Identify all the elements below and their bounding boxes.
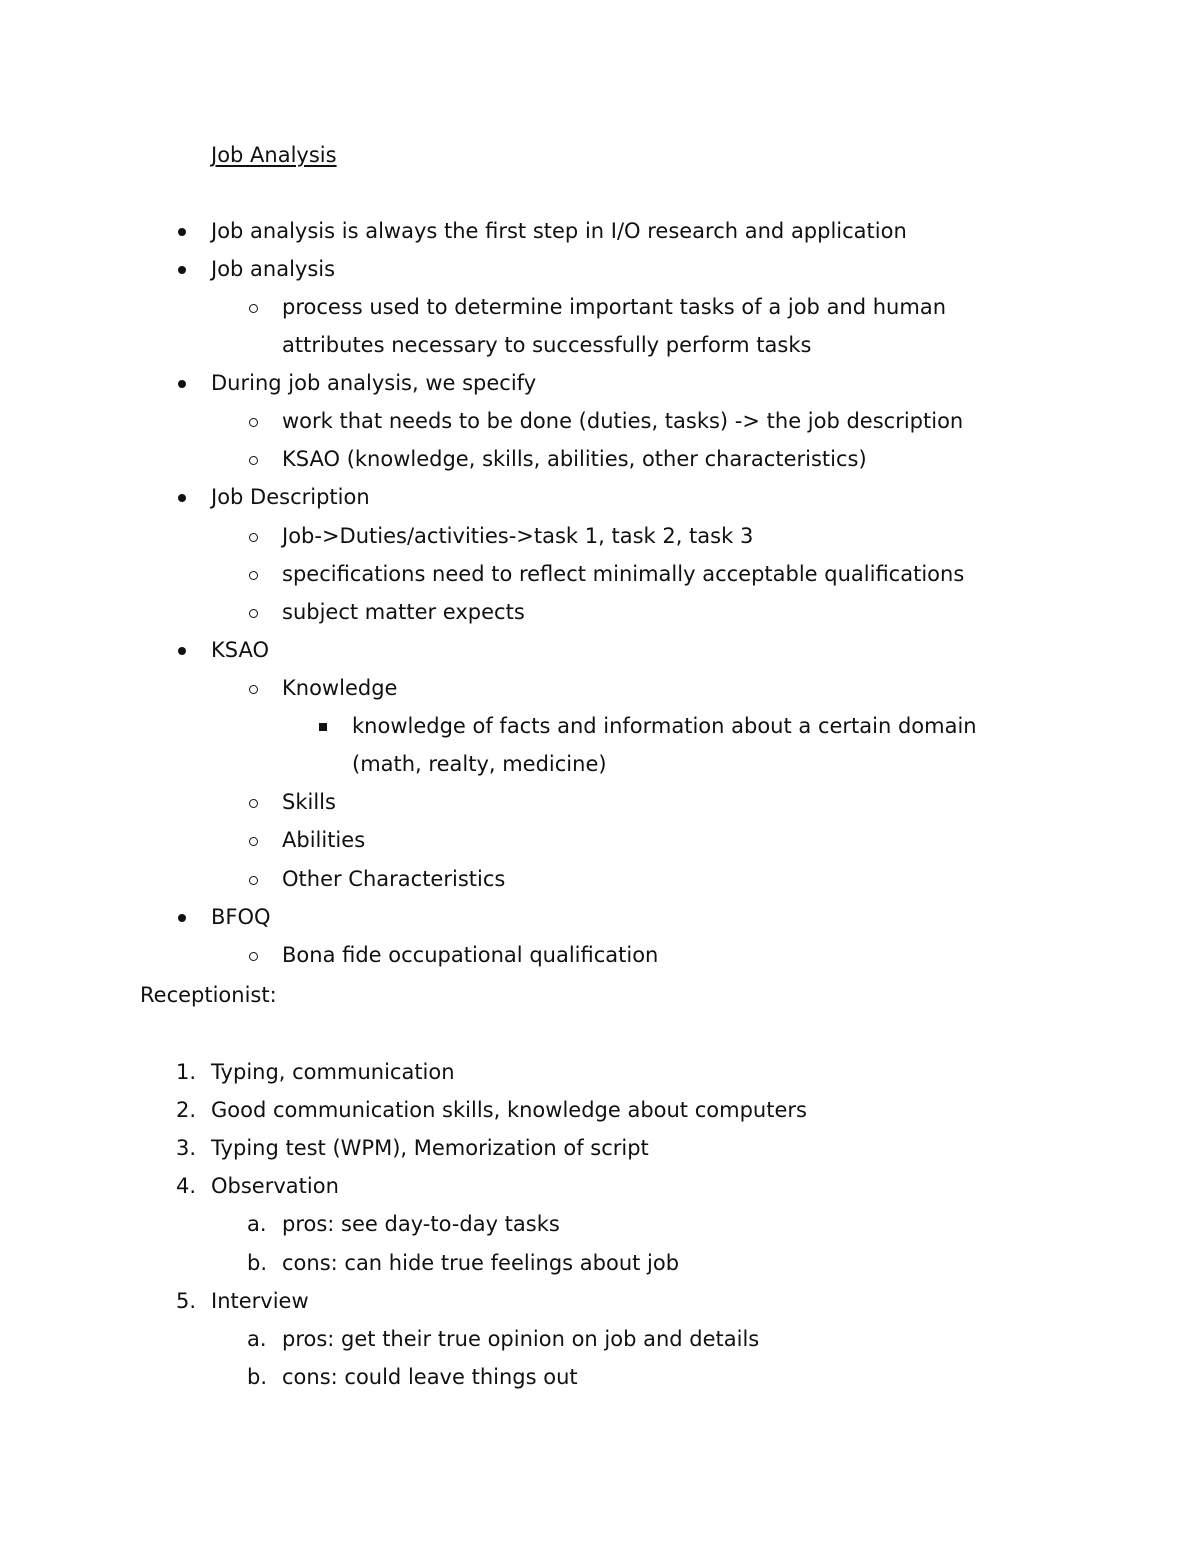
bullet-circle-icon [249, 402, 258, 440]
bullet-square-icon [319, 707, 327, 745]
list-item-text: BFOQ [211, 905, 271, 929]
bullet-circle-icon [249, 936, 258, 974]
list-item-text: KSAO [211, 638, 270, 662]
list-item-text: Job analysis [211, 257, 336, 281]
list-item-text: Job analysis is always the first step in I/O research and application [211, 219, 907, 243]
list-item-text: Good communication skills, knowledge about computers [211, 1098, 807, 1122]
list-item-text: Abilities [282, 828, 366, 852]
bullet-circle-icon [249, 517, 258, 555]
list-item-text: Knowledge [282, 676, 398, 700]
list-item-text: pros: get their true opinion on job and details [282, 1327, 760, 1351]
bullet-circle-icon [249, 593, 258, 631]
bullet-disc-icon [178, 478, 186, 516]
list-item-text: Typing, communication [211, 1060, 455, 1084]
list-item-text: specifications need to reflect minimally acceptable qualifications [282, 562, 965, 586]
bullet-circle-icon [249, 783, 258, 821]
bullet-circle-icon [249, 555, 258, 593]
list-item-text: pros: see day-to-day tasks [282, 1212, 560, 1236]
receptionist-label: Receptionist: [140, 983, 277, 1007]
list-item-text: subject matter expects [282, 600, 525, 624]
page-title: Job Analysis [211, 143, 337, 167]
list-number: 3. [176, 1136, 197, 1160]
bullet-disc-icon [178, 250, 186, 288]
list-item-text: cons: can hide true feelings about job [282, 1251, 680, 1275]
list-item-text: Job->Duties/activities->task 1, task 2, task 3 [282, 524, 754, 548]
bullet-disc-icon [178, 364, 186, 402]
list-item-text: Bona fide occupational qualification [282, 943, 659, 967]
list-item-text: cons: could leave things out [282, 1365, 578, 1389]
list-item-text: work that needs to be done (duties, tasks) -> the job description [282, 409, 964, 433]
list-number: 5. [176, 1289, 197, 1313]
list-item-text: Observation [211, 1174, 339, 1198]
list-number: 4. [176, 1174, 197, 1198]
list-item-text: KSAO (knowledge, skills, abilities, other characteristics) [282, 447, 867, 471]
bullet-circle-icon [249, 440, 258, 478]
list-letter: b. [247, 1251, 268, 1275]
list-item-text: knowledge of facts and information about a certain domain [352, 714, 977, 738]
bullet-circle-icon [249, 821, 258, 859]
list-item-text: Interview [211, 1289, 309, 1313]
list-item-text: During job analysis, we specify [211, 371, 537, 395]
list-item-text: process used to determine important tasks of a job and human [282, 295, 947, 319]
list-letter: a. [247, 1212, 267, 1236]
list-item-text: attributes necessary to successfully perform tasks [282, 333, 812, 357]
list-letter: a. [247, 1327, 267, 1351]
bullet-disc-icon [178, 212, 186, 250]
bullet-disc-icon [178, 898, 186, 936]
list-item-text: (math, realty, medicine) [352, 752, 607, 776]
list-item-text: Other Characteristics [282, 867, 506, 891]
list-number: 1. [176, 1060, 197, 1084]
list-item-text: Skills [282, 790, 336, 814]
list-item-text: Typing test (WPM), Memorization of script [211, 1136, 649, 1160]
bullet-disc-icon [178, 631, 186, 669]
bullet-circle-icon [249, 669, 258, 707]
bullet-circle-icon [249, 288, 258, 326]
list-number: 2. [176, 1098, 197, 1122]
list-letter: b. [247, 1365, 268, 1389]
bullet-circle-icon [249, 860, 258, 898]
list-item-text: Job Description [211, 485, 370, 509]
